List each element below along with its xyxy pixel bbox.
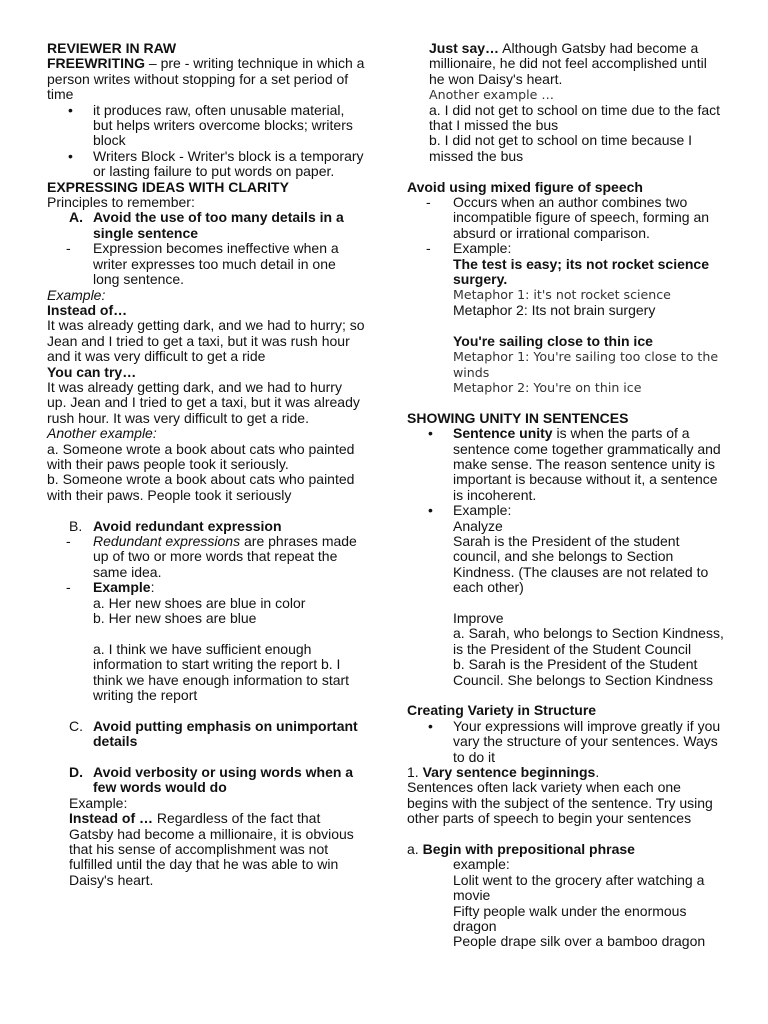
principle-d-marker: D.: [69, 764, 83, 781]
list-item: • Your expressions will improve greatly if you vary the structure of your sentences. Ways to do it: [407, 719, 725, 765]
clarity-heading: EXPRESSING IDEAS WITH CLARITY: [47, 178, 289, 195]
improve-a: a. Sarah, who belongs to Section Kindness, is the President of the Student Council: [453, 625, 724, 657]
mixed-dash-2: - Example:: [407, 241, 725, 256]
improve-label: Improve: [453, 609, 504, 626]
another-example-label: Another example:: [47, 425, 157, 442]
just-say: [407, 41, 725, 87]
verbosity-instead-text: Regardless of the fact that Gatsby had become a millionaire, it is obvious that his sense of accomplishment was not fulfilled until the day that he was able to win Daisy's heart.: [69, 810, 354, 888]
principle-d: [47, 765, 365, 796]
right-column: [407, 41, 725, 950]
vary-beginnings-dot: .: [595, 764, 600, 781]
redundant-ex-a: a. Her new shoes are blue in color: [93, 594, 306, 611]
unity-bullets: [407, 426, 725, 688]
principle-a-marker: A.: [69, 209, 83, 226]
unity-heading: SHOWING UNITY IN SENTENCES: [407, 409, 629, 426]
mixed-ex2-m2: Metaphor 2: You're on thin ice: [453, 379, 642, 395]
freewriting-bullets: [47, 103, 365, 180]
principle-b-marker: B.: [69, 517, 83, 534]
another-example-label: Another example …: [429, 87, 554, 103]
another-example-b: b. Someone wrote a book about cats who painted with their paws. People took it seriously: [47, 471, 355, 503]
redundant-dash-1: [47, 534, 365, 580]
principles-label: Principles to remember:: [47, 194, 195, 211]
principle-a: [47, 210, 365, 241]
prepositional-title: Begin with prepositional phrase: [422, 841, 635, 858]
mixed-ex2: You're sailing close to thin ice: [453, 332, 653, 349]
redundant-ex-b: b. Her new shoes are blue: [93, 610, 257, 627]
list-item: [407, 426, 725, 503]
verbosity-instead-label: Instead of …: [69, 810, 154, 827]
prepositional-example-1: Lolit went to the grocery after watching a movie: [453, 871, 705, 904]
mixed-heading: Avoid using mixed figure of speech: [407, 178, 643, 195]
redundant-ex-para: a. I think we have sufficient enough information to start writing the report b. I think we have enough information to start writing the report: [93, 640, 350, 704]
redundant-example-colon: :: [150, 579, 155, 596]
list-item: • it produces raw, often unusable material, but helps writers overcome blocks; writers block: [47, 103, 365, 149]
example-label: Example:: [47, 286, 106, 303]
list-item: [407, 503, 725, 688]
prepositional-example-3: People drape silk over a bamboo dragon: [453, 933, 706, 950]
improve-b: b. Sarah is the President of the Student Council. She belongs to Section Kindness: [453, 656, 713, 688]
analyze-label: Analyze: [453, 517, 503, 534]
sentence-unity-term: Sentence unity: [453, 425, 553, 442]
freewriting-definition: [47, 56, 365, 102]
variety-bullets: [407, 719, 725, 765]
freewriting-def: – pre - writing technique in which a person writes without stopping for a set period of time: [47, 55, 365, 103]
mixed-ex1: The test is easy; its not rocket science surgery.: [453, 255, 709, 288]
try-text: It was already getting dark, and we had to hurry up. Jean and I tried to get a taxi, but it was already rush hour. It was very difficult to get a ride.: [47, 378, 360, 426]
prepositional-heading: [407, 842, 725, 857]
list-item: • Writers Block - Writer's block is a temporary or lasting failure to put words on paper.: [47, 149, 365, 180]
mixed-ex2-m1: Metaphor 1: You're sailing too close to the winds: [453, 349, 719, 380]
vary-beginnings: [407, 765, 725, 780]
principle-d-title: Avoid verbosity or using words when a few words would do: [93, 764, 354, 796]
mixed-ex1-m2: Metaphor 2: Its not brain surgery: [453, 301, 656, 318]
try-label: You can try…: [47, 363, 137, 380]
principle-c-title: Avoid putting emphasis on unimportant details: [93, 717, 358, 750]
just-say-label: Just say…: [429, 40, 500, 56]
principle-c-marker: C.: [69, 717, 83, 734]
another-example-a: a. Someone wrote a book about cats who painted with their paws people took it seriously.: [47, 440, 355, 472]
principle-b: [47, 519, 365, 534]
vary-beginnings-title: Vary sentence beginnings: [422, 764, 596, 781]
principle-b-title: Avoid redundant expression: [93, 517, 282, 534]
right-ex-a: a. I did not get to school on time due to the fact that I missed the bus: [429, 101, 721, 134]
prepositional-prefix: a.: [407, 841, 423, 858]
redundant-dash-2: [47, 580, 365, 595]
redundant-example-label: Example: [93, 579, 151, 596]
freewriting-term: FREEWRITING: [47, 55, 145, 72]
vary-beginnings-text: Sentences often lack variety when each one begins with the subject of the sentence. Try using other parts of speech to begin your sentences: [407, 779, 713, 827]
variety-heading: Creating Variety in Structure: [407, 702, 597, 719]
right-ex-b: b. I did not get to school on time because I missed the bus: [429, 132, 693, 164]
mixed-dash-1: - Occurs when an author combines two incompatible figure of speech, forming an absurd or irrational comparison.: [407, 195, 725, 241]
prepositional-example-2: Fifty people walk under the enormous dragon: [453, 902, 687, 935]
principle-a-dash: - Expression becomes ineffective when a writer expresses too much detail in one long sentence.: [47, 241, 365, 287]
just-say-text: Although Gatsby had become a millionaire, he did not feel accomplished until he won Daisy's heart.: [429, 40, 707, 87]
analyze-text: Sarah is the President of the student council, and she belongs to Section Kindness. (The clauses are not related to each other): [453, 532, 709, 596]
principle-c: [47, 719, 365, 750]
verbosity-instead: [47, 811, 365, 888]
principle-a-title: Avoid the use of too many details in a single sentence: [93, 209, 344, 241]
reviewer-title: REVIEWER IN RAW: [47, 40, 177, 56]
verbosity-example-label: Example:: [69, 794, 128, 811]
sentence-unity-def: is when the parts of a sentence come together grammatically and make sense. The reason sentence unity is important is because without it, a sentence is incoherent.: [453, 425, 721, 503]
instead-text: It was already getting dark, and we had to hurry; so Jean and I tried to get a taxi, but it was rush hour and it was very difficult to get a ride: [47, 317, 365, 365]
redundant-def: are phrases made up of two or more words that repeat the same idea.: [93, 532, 357, 580]
prepositional-example-label: example:: [453, 856, 510, 873]
left-column: [47, 41, 365, 888]
instead-label: Instead of…: [47, 301, 128, 318]
vary-beginnings-number: 1.: [407, 764, 423, 781]
redundant-term: Redundant expressions: [93, 532, 241, 549]
mixed-ex1-m1: Metaphor 1: it's not rocket science: [453, 287, 671, 303]
unity-example-label: Example:: [453, 502, 512, 519]
